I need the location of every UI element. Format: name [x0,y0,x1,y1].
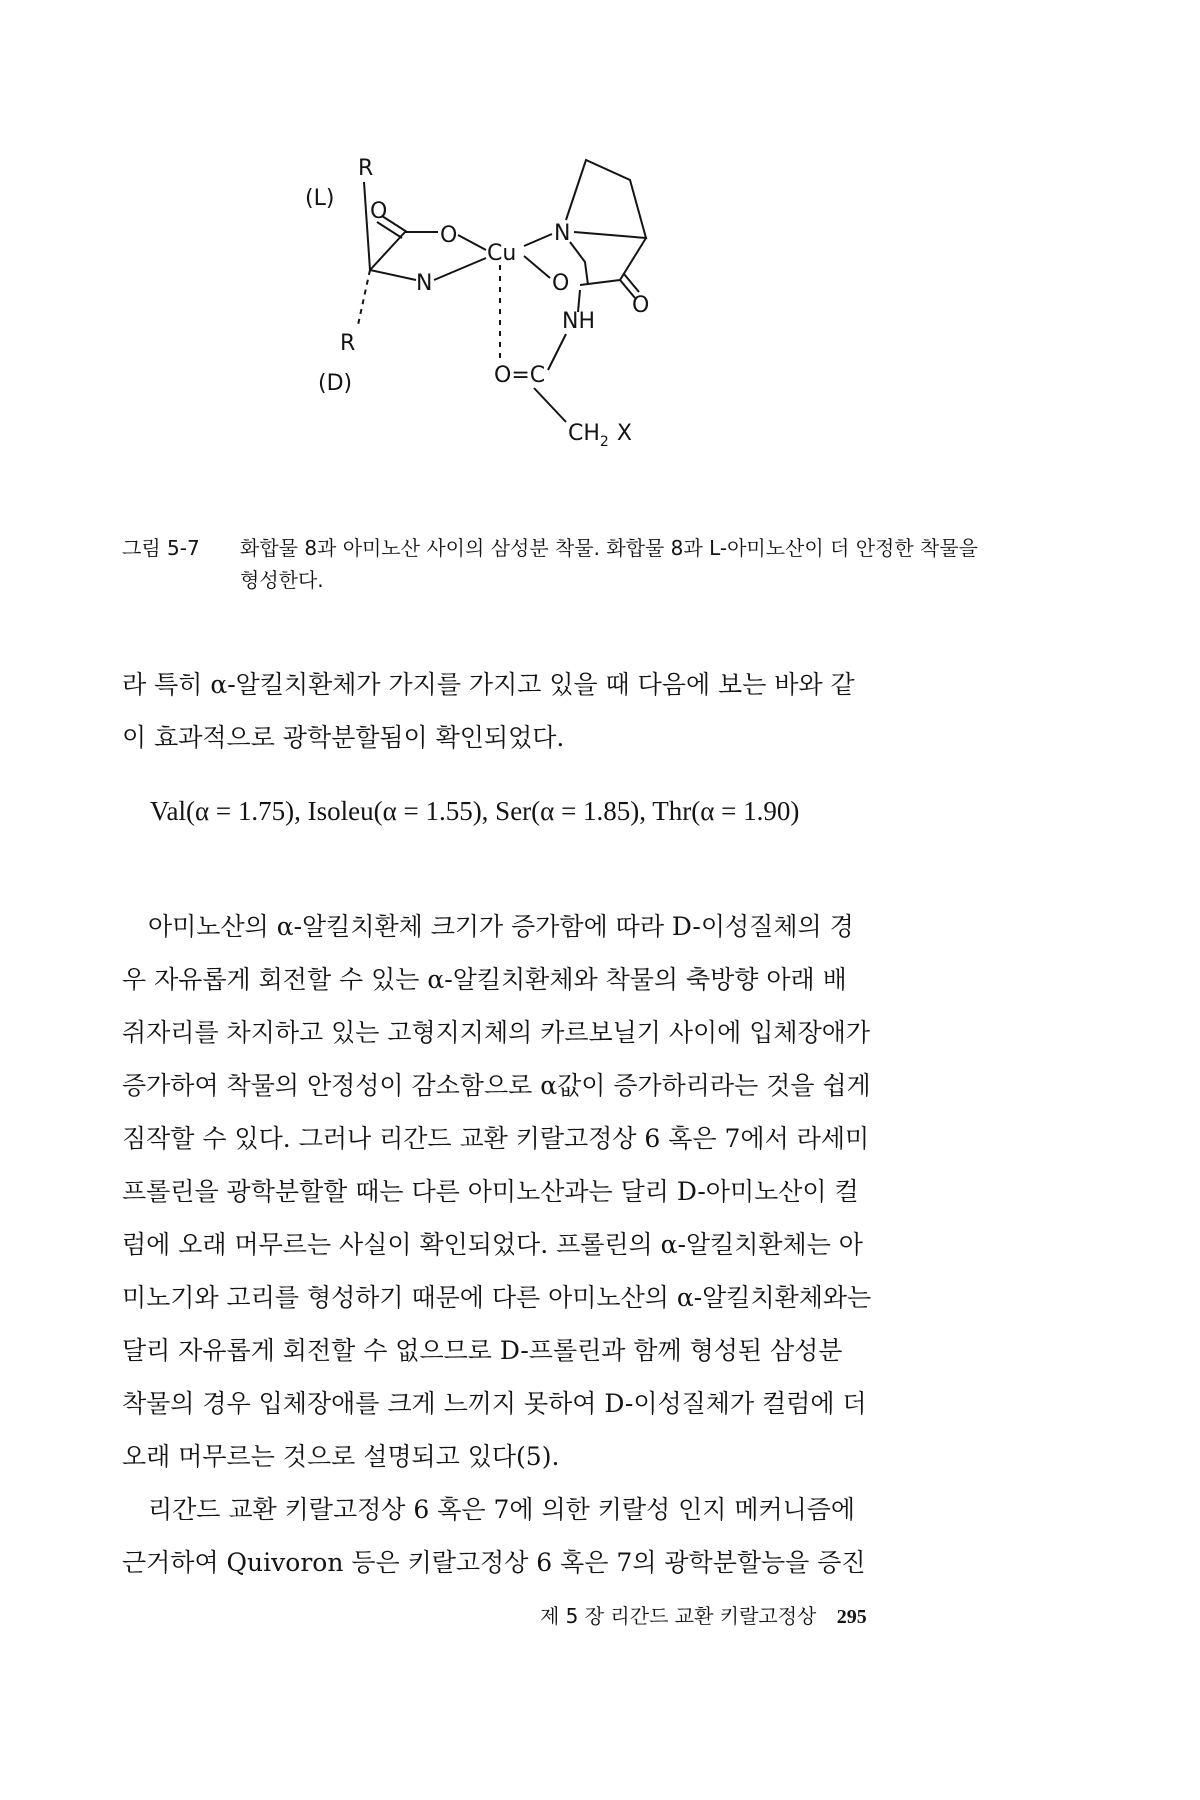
label-O-ring: O [552,271,570,296]
paragraph-line: 달리 자유롭게 회전할 수 없으므로 D-프롤린과 함께 형성된 삼성분 [122,1336,843,1365]
label-R-bottom: R [340,331,356,356]
paragraph-3 [122,1483,1002,1589]
label-N-left: N [416,271,433,296]
paragraph-line: 미노기와 고리를 형성하기 때문에 다른 아미노산의 α-알킬치환체와는 [122,1283,872,1312]
label-O-right: O [632,293,650,318]
paragraph-line: 우 자유롭게 회전할 수 있는 α-알킬치환체와 착물의 축방향 아래 배 [122,965,847,994]
paragraph-line: 리간드 교환 키랄고정상 6 혹은 7에 의한 키랄성 인지 메커니즘에 [148,1495,856,1524]
paragraph-line: 아미노산의 α-알킬치환체 크기가 증가함에 따라 D-이성질체의 경 [148,912,854,941]
label-O-ester: O [440,223,458,248]
copper-complex-diagram [305,150,750,530]
label-O-carbonyl: O [370,199,388,224]
paragraph-line: 럼에 오래 머무르는 사실이 확인되었다. 프롤린의 α-알킬치환체는 아 [122,1230,863,1259]
alpha-values-formula: Val(α = 1.75), Isoleu(α = 1.55), Ser(α = 1.85), Thr(α = 1.90) [150,796,800,826]
paragraph-line: 근거하여 Quivoron 등은 키랄고정상 6 혹은 7의 광학분할능을 증진 [122,1548,866,1577]
chemical-structure-figure [305,150,750,530]
label-L: (L) [305,186,335,211]
label-R-top: R [358,156,374,181]
label-Cu: Cu [487,241,517,266]
caption-text: 화합물 8과 아미노산 사이의 삼성분 착물. 화합물 8과 L-아미노산이 더 안정한 착물을 형성한다. [240,536,978,592]
label-N-right: N [554,221,571,246]
paragraph-line: 이 효과적으로 광학분할됨이 확인되었다. [122,723,565,752]
paragraph-line: 프롤린을 광학분할할 때는 다른 아미노산과는 달리 D-아미노산이 컬 [122,1177,859,1206]
page-number: 295 [836,1606,867,1628]
paragraph-line: 착물의 경우 입체장애를 크게 느끼지 못하여 D-이성질체가 컬럼에 더 [122,1389,867,1418]
label-OC: O=C [494,363,546,388]
paragraph-line: 증가하여 착물의 안정성이 감소함으로 α값이 증가하리라는 것을 쉽게 [122,1071,871,1100]
paragraph-line: 오래 머무르는 것으로 설명되고 있다(5). [122,1442,560,1471]
label-NH: NH [562,309,595,334]
paragraph-1 [122,658,1002,764]
label-CH: $CH_2$ X [568,421,632,450]
label-D: (D) [318,371,353,396]
paragraph-line: 짐작할 수 있다. 그러나 리간드 교환 키랄고정상 6 혹은 7에서 라세미 [122,1124,870,1153]
page-footer [540,1600,1000,1629]
paragraph-line: 라 특히 α-알킬치환체가 가지를 가지고 있을 때 다음에 보는 바와 같 [122,670,855,699]
paragraph-line: 쥐자리를 차지하고 있는 고형지지체의 카르보닐기 사이에 입체장애가 [122,1018,871,1047]
paragraph-2 [122,900,1002,1483]
caption-label: 그림 5-7 [122,536,200,560]
chapter-title: 제 5 장 리간드 교환 키랄고정상 [540,1604,817,1628]
